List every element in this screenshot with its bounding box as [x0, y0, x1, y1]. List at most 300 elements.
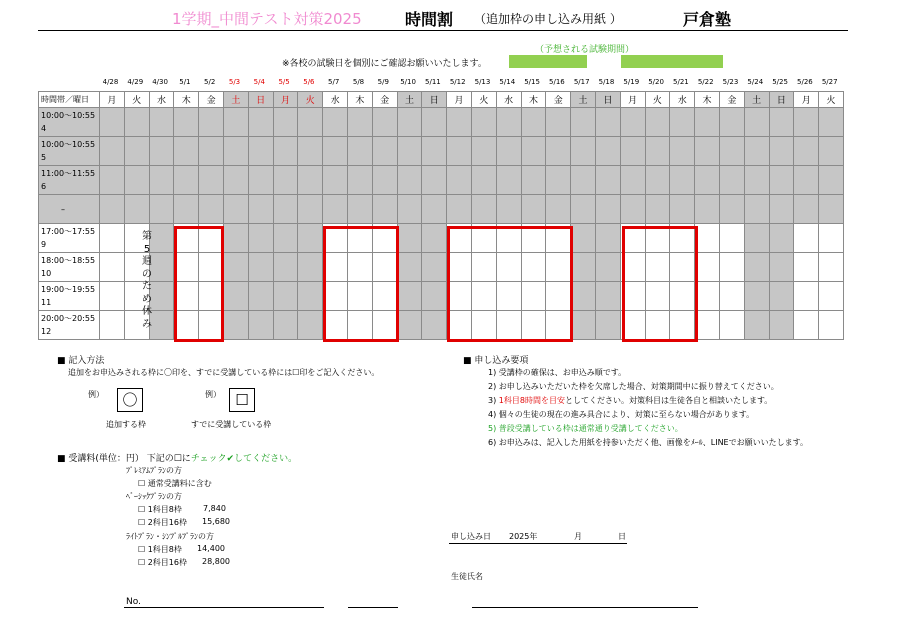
basic-option-1-price: 7,840 — [203, 504, 226, 513]
slot-cell[interactable] — [223, 224, 248, 253]
slot-cell[interactable] — [100, 224, 125, 253]
period-number: 9 — [41, 240, 47, 249]
slot-cell[interactable] — [298, 311, 323, 340]
slot-cell[interactable] — [298, 253, 323, 282]
slot-cell[interactable] — [248, 282, 273, 311]
selection-block — [622, 226, 698, 342]
date-label: 5/14 — [499, 78, 516, 86]
slot-cell[interactable] — [695, 253, 720, 282]
slot-cell[interactable] — [695, 166, 720, 195]
light-option-2[interactable]: ☐ 2科目16枠 — [138, 558, 187, 567]
slot-cell[interactable] — [595, 195, 620, 224]
slot-cell[interactable] — [372, 108, 397, 137]
date-label: 5/13 — [474, 78, 491, 86]
slot-cell[interactable] — [521, 108, 546, 137]
slot-cell[interactable] — [422, 166, 447, 195]
fees-heading — [57, 451, 297, 464]
day-header: 月 — [273, 92, 298, 108]
slot-cell[interactable] — [571, 137, 596, 166]
slot-cell[interactable] — [199, 166, 224, 195]
slot-cell[interactable] — [744, 195, 769, 224]
slot-cell[interactable] — [223, 166, 248, 195]
slot-cell[interactable] — [496, 137, 521, 166]
slot-cell[interactable] — [124, 137, 149, 166]
slot-cell[interactable] — [471, 108, 496, 137]
day-header: 火 — [645, 92, 670, 108]
slot-cell[interactable] — [273, 282, 298, 311]
slot-cell[interactable] — [571, 108, 596, 137]
requirement-1: 1) 受講枠の確保は、お申込み順です。 — [488, 368, 627, 377]
slot-cell[interactable] — [174, 108, 199, 137]
slot-cell[interactable] — [670, 195, 695, 224]
requirements-heading: ■ 申し込み要項 — [463, 356, 529, 366]
time-slot-label — [39, 166, 100, 195]
slot-cell[interactable] — [347, 195, 372, 224]
time-range: 19:00～19:55 — [41, 285, 96, 294]
slot-cell[interactable] — [695, 195, 720, 224]
slot-cell[interactable] — [100, 137, 125, 166]
slot-cell[interactable] — [124, 108, 149, 137]
timetable — [38, 91, 844, 340]
slot-cell[interactable] — [645, 137, 670, 166]
slot-cell[interactable] — [471, 195, 496, 224]
slot-cell[interactable] — [595, 311, 620, 340]
slot-cell[interactable] — [372, 195, 397, 224]
day-header: 月 — [794, 92, 819, 108]
selection-block — [174, 226, 224, 342]
slot-cell[interactable] — [794, 166, 819, 195]
slot-cell[interactable] — [347, 108, 372, 137]
slot-cell[interactable] — [546, 195, 571, 224]
slot-cell[interactable] — [447, 137, 472, 166]
example-caption-2: すでに受講している枠 — [191, 420, 272, 429]
slot-cell[interactable] — [273, 311, 298, 340]
day-header: 金 — [719, 92, 744, 108]
slot-cell[interactable] — [670, 137, 695, 166]
period-number: 6 — [41, 182, 47, 191]
slot-cell[interactable] — [794, 137, 819, 166]
title-divider — [38, 30, 848, 31]
period-number: 11 — [41, 298, 52, 307]
slot-cell[interactable] — [744, 311, 769, 340]
slot-cell[interactable] — [571, 282, 596, 311]
date-label: 5/6 — [303, 78, 315, 86]
fees-heading-text: ■ 受講料(単位：円） 下記の☐に — [57, 454, 191, 464]
slot-cell[interactable] — [347, 137, 372, 166]
slot-cell[interactable] — [819, 166, 844, 195]
slot-cell[interactable] — [744, 166, 769, 195]
time-slot-label — [39, 311, 100, 340]
date-label: 5/1 — [179, 78, 191, 86]
slot-cell[interactable] — [422, 224, 447, 253]
period-number: 10 — [41, 269, 52, 278]
slot-cell[interactable] — [571, 166, 596, 195]
slot-cell[interactable] — [819, 282, 844, 311]
slot-cell[interactable] — [199, 195, 224, 224]
day-header: 水 — [496, 92, 521, 108]
slot-cell[interactable] — [546, 166, 571, 195]
basic-plan: ﾍﾞｰｼｯｸﾌﾟﾗﾝの方 — [126, 492, 182, 501]
period-number: 4 — [41, 124, 47, 133]
slot-cell[interactable] — [521, 166, 546, 195]
day-header: 日 — [422, 92, 447, 108]
slot-cell[interactable] — [323, 166, 348, 195]
slot-cell[interactable] — [100, 195, 125, 224]
slot-cell[interactable] — [769, 224, 794, 253]
application-day[interactable]: 日 — [618, 532, 626, 541]
slot-cell[interactable] — [819, 224, 844, 253]
slot-cell[interactable] — [496, 195, 521, 224]
date-label: 5/12 — [449, 78, 466, 86]
day-header: 月 — [620, 92, 645, 108]
day-header: 水 — [670, 92, 695, 108]
slot-cell[interactable] — [323, 108, 348, 137]
slot-cell[interactable] — [595, 253, 620, 282]
day-header: 水 — [149, 92, 174, 108]
slot-cell[interactable] — [819, 311, 844, 340]
slot-cell[interactable] — [149, 137, 174, 166]
slot-cell[interactable] — [595, 224, 620, 253]
date-label: 5/11 — [425, 78, 441, 86]
slot-cell[interactable] — [595, 166, 620, 195]
day-header: 月 — [100, 92, 125, 108]
date-label: 5/5 — [278, 78, 290, 86]
slot-cell[interactable] — [719, 195, 744, 224]
slot-cell[interactable] — [397, 137, 422, 166]
slot-cell[interactable] — [744, 253, 769, 282]
slot-cell[interactable] — [397, 253, 422, 282]
slot-cell[interactable] — [397, 195, 422, 224]
slot-cell[interactable] — [546, 108, 571, 137]
time-range: 10:00～10:55 — [41, 140, 96, 149]
slot-cell[interactable] — [149, 166, 174, 195]
slot-cell[interactable] — [744, 282, 769, 311]
slot-cell[interactable] — [769, 253, 794, 282]
slot-cell[interactable] — [620, 195, 645, 224]
slot-cell[interactable] — [422, 282, 447, 311]
date-label: 5/3 — [228, 78, 241, 86]
day-header: 木 — [347, 92, 372, 108]
day-header: 日 — [248, 92, 273, 108]
slot-cell[interactable] — [397, 108, 422, 137]
slot-cell[interactable] — [422, 311, 447, 340]
light-option-1[interactable]: ☐ 1科目8枠 — [138, 545, 182, 554]
instructions-text: 追加をお申込みされる枠に〇印を、すでに受講している枠には☐印をご記入ください。 — [68, 368, 380, 377]
date-label: 4/28 — [102, 78, 119, 86]
slot-cell[interactable] — [199, 108, 224, 137]
date-label: 5/18 — [598, 78, 615, 86]
day-header: 金 — [372, 92, 397, 108]
slot-cell[interactable] — [273, 195, 298, 224]
slot-cell[interactable] — [794, 224, 819, 253]
slot-cell[interactable] — [273, 253, 298, 282]
slot-cell[interactable] — [124, 195, 149, 224]
slot-cell[interactable] — [248, 253, 273, 282]
requirement-2: 2) お申し込みいただいた枠を欠席した場合、対策期間中に振り替えてください。 — [488, 382, 779, 391]
slot-cell[interactable] — [100, 253, 125, 282]
slot-cell[interactable] — [174, 195, 199, 224]
slot-cell[interactable] — [719, 282, 744, 311]
slot-cell[interactable] — [397, 311, 422, 340]
day-header: 土 — [744, 92, 769, 108]
day-header: 木 — [174, 92, 199, 108]
day-header: 日 — [769, 92, 794, 108]
slot-cell[interactable] — [695, 282, 720, 311]
slot-cell[interactable] — [471, 137, 496, 166]
slot-cell[interactable] — [248, 224, 273, 253]
basic-option-2[interactable]: ☐ 2科目16枠 — [138, 518, 187, 527]
exam-period-label: （予想される試験期間） — [535, 45, 635, 55]
time-range: 10:00～10:55 — [41, 111, 96, 120]
slot-cell[interactable] — [595, 282, 620, 311]
date-label: 5/7 — [328, 78, 340, 86]
period-number: 12 — [41, 327, 52, 336]
corner-label: 時間帯／曜日 — [39, 92, 100, 108]
date-label: 5/10 — [400, 78, 416, 86]
day-header: 金 — [199, 92, 224, 108]
slot-cell[interactable] — [248, 311, 273, 340]
slot-cell[interactable] — [719, 137, 744, 166]
number-field[interactable] — [124, 607, 324, 608]
slot-cell[interactable] — [149, 195, 174, 224]
slot-cell[interactable] — [794, 108, 819, 137]
slot-cell[interactable] — [273, 224, 298, 253]
slot-cell[interactable] — [645, 166, 670, 195]
slot-cell[interactable] — [819, 137, 844, 166]
slot-cell[interactable] — [794, 311, 819, 340]
day-header: 火 — [819, 92, 844, 108]
slot-cell[interactable] — [124, 166, 149, 195]
slot-cell[interactable] — [174, 166, 199, 195]
slot-cell[interactable] — [769, 166, 794, 195]
slot-cell[interactable] — [670, 166, 695, 195]
slot-cell[interactable] — [347, 166, 372, 195]
slot-cell[interactable] — [100, 108, 125, 137]
time-range: 17:00～17:55 — [41, 227, 96, 236]
date-label: 5/27 — [821, 78, 838, 86]
date-label: 5/22 — [697, 78, 714, 86]
slot-cell[interactable] — [620, 108, 645, 137]
square-example: ☐ — [229, 388, 255, 412]
slot-cell[interactable] — [794, 282, 819, 311]
slot-cell[interactable] — [744, 137, 769, 166]
requirement-3-highlight: 1科目8時間を目安 — [498, 396, 565, 405]
slot-cell[interactable] — [571, 253, 596, 282]
slot-cell[interactable] — [620, 137, 645, 166]
slot-cell[interactable] — [496, 108, 521, 137]
slot-cell[interactable] — [695, 108, 720, 137]
slot-cell[interactable] — [819, 108, 844, 137]
slot-cell[interactable] — [571, 311, 596, 340]
example-label-2: 例） — [205, 390, 221, 399]
slot-cell[interactable] — [298, 166, 323, 195]
slot-cell[interactable] — [422, 253, 447, 282]
slot-cell[interactable] — [397, 224, 422, 253]
date-label: 5/26 — [797, 78, 813, 86]
slot-cell[interactable] — [397, 282, 422, 311]
grade-field[interactable] — [348, 607, 398, 608]
slot-cell[interactable] — [546, 137, 571, 166]
date-label: 5/2 — [204, 78, 216, 86]
slot-cell[interactable] — [719, 253, 744, 282]
slot-cell[interactable] — [744, 224, 769, 253]
circle-example: 〇 — [117, 388, 143, 412]
slot-cell[interactable] — [298, 224, 323, 253]
slot-cell[interactable] — [223, 253, 248, 282]
application-month[interactable]: 月 — [574, 532, 582, 541]
title-subject: 1学期_中間テスト対策2025 — [172, 10, 362, 28]
slot-cell[interactable] — [744, 108, 769, 137]
slot-cell[interactable] — [769, 311, 794, 340]
slot-cell[interactable] — [620, 166, 645, 195]
date-underline — [449, 543, 627, 544]
slot-cell[interactable] — [372, 137, 397, 166]
slot-cell[interactable] — [769, 282, 794, 311]
slot-cell[interactable] — [670, 108, 695, 137]
day-header: 木 — [695, 92, 720, 108]
date-label: 5/23 — [722, 78, 739, 86]
slot-cell[interactable] — [248, 195, 273, 224]
slot-cell[interactable] — [223, 195, 248, 224]
premium-plan: ﾌﾟﾚﾐｱﾑﾌﾟﾗﾝの方 — [126, 466, 182, 475]
slot-cell[interactable] — [645, 108, 670, 137]
slot-cell[interactable] — [719, 108, 744, 137]
slot-cell[interactable] — [695, 137, 720, 166]
day-header: 水 — [323, 92, 348, 108]
slot-cell[interactable] — [298, 282, 323, 311]
timetable-grid — [38, 91, 844, 340]
light-option-2-price: 28,800 — [202, 557, 230, 566]
period-number: 5 — [41, 153, 47, 162]
slot-cell[interactable] — [199, 137, 224, 166]
slot-cell[interactable] — [323, 137, 348, 166]
exam-date-notice: ※各校の試験日を個別にご確認お願いいたします。 — [282, 59, 487, 69]
title-timetable: 時間割 — [405, 10, 454, 29]
slot-cell[interactable] — [719, 166, 744, 195]
selection-block — [447, 226, 573, 342]
slot-cell[interactable] — [223, 311, 248, 340]
slot-cell[interactable] — [496, 166, 521, 195]
slot-cell[interactable] — [595, 137, 620, 166]
premium-option-1[interactable]: ☐ 通常受講料に含む — [138, 479, 212, 488]
slot-cell[interactable] — [819, 195, 844, 224]
date-label: 5/9 — [377, 78, 389, 86]
slot-cell[interactable] — [100, 311, 125, 340]
slot-cell[interactable] — [422, 137, 447, 166]
fees-heading-check: チェック✔してください。 — [190, 454, 298, 464]
slot-cell[interactable] — [372, 166, 397, 195]
slot-cell[interactable] — [571, 195, 596, 224]
slot-cell[interactable] — [769, 137, 794, 166]
light-plan: ﾗｲﾄﾌﾟﾗﾝ・ｼﾝﾌﾟﾙﾌﾟﾗﾝの方 — [126, 532, 214, 541]
slot-cell[interactable] — [447, 166, 472, 195]
slot-cell[interactable] — [174, 137, 199, 166]
slot-cell[interactable] — [298, 195, 323, 224]
slot-cell[interactable] — [223, 137, 248, 166]
time-range: 18:00～18:55 — [41, 256, 96, 265]
slot-cell[interactable] — [595, 108, 620, 137]
date-label: 5/24 — [747, 78, 764, 86]
slot-cell[interactable] — [447, 108, 472, 137]
day-header: 土 — [397, 92, 422, 108]
slot-cell[interactable] — [100, 166, 125, 195]
slot-cell[interactable] — [521, 195, 546, 224]
slot-cell[interactable] — [273, 108, 298, 137]
time-slot-label — [39, 137, 100, 166]
day-header: 火 — [471, 92, 496, 108]
slot-cell[interactable] — [248, 108, 273, 137]
selection-block — [323, 226, 399, 342]
slot-cell[interactable] — [323, 195, 348, 224]
time-slot-label — [39, 108, 100, 137]
slot-cell[interactable] — [273, 166, 298, 195]
slot-cell[interactable] — [298, 137, 323, 166]
slot-cell[interactable] — [223, 108, 248, 137]
slot-cell[interactable] — [695, 311, 720, 340]
requirement-3 — [488, 395, 772, 406]
slot-cell[interactable] — [100, 282, 125, 311]
application-date-label: 申し込み日 — [451, 532, 491, 541]
week-off-note: 第 5 週 の た め 休 み — [142, 231, 152, 330]
slot-cell[interactable] — [298, 108, 323, 137]
slot-cell[interactable] — [471, 166, 496, 195]
date-label: 5/20 — [648, 78, 664, 86]
slot-cell[interactable] — [794, 253, 819, 282]
day-header: 土 — [571, 92, 596, 108]
slot-cell[interactable] — [719, 224, 744, 253]
slot-cell[interactable] — [794, 195, 819, 224]
date-label: 5/17 — [573, 78, 590, 86]
example-label-1: 例） — [88, 390, 104, 399]
slot-cell[interactable] — [397, 166, 422, 195]
exam-period-highlight-1 — [509, 55, 587, 68]
basic-option-1[interactable]: ☐ 1科目8枠 — [138, 505, 182, 514]
slot-cell[interactable] — [521, 137, 546, 166]
slot-cell[interactable] — [248, 166, 273, 195]
slot-cell[interactable] — [571, 224, 596, 253]
slot-cell[interactable] — [447, 195, 472, 224]
day-header: 火 — [298, 92, 323, 108]
number-label: No. — [126, 597, 141, 607]
slot-cell[interactable] — [819, 253, 844, 282]
slot-cell[interactable] — [223, 282, 248, 311]
slot-cell[interactable] — [719, 311, 744, 340]
slot-cell[interactable] — [769, 108, 794, 137]
day-header: 月 — [447, 92, 472, 108]
requirement-3-suffix: としてください。対策科目は生徒各自と相談いたします。 — [564, 396, 773, 405]
time-range: 20:00～20:55 — [41, 314, 96, 323]
student-name-field[interactable] — [472, 607, 698, 608]
slot-cell[interactable] — [422, 108, 447, 137]
slot-cell[interactable] — [769, 195, 794, 224]
date-label: 5/8 — [352, 78, 365, 86]
requirement-4: 4) 個々の生徒の現在の進み具合により、対策に至らない場合があります。 — [488, 410, 755, 419]
slot-cell[interactable] — [645, 195, 670, 224]
time-slot-label — [39, 195, 100, 224]
time-slot-label — [39, 253, 100, 282]
date-label: 5/19 — [623, 78, 640, 86]
slot-cell[interactable] — [422, 195, 447, 224]
requirement-5: 5) 普段受講している枠は通常通り受講してください。 — [488, 424, 683, 433]
slot-cell[interactable] — [248, 137, 273, 166]
slot-cell[interactable] — [149, 108, 174, 137]
date-label: 5/4 — [253, 78, 265, 86]
light-option-1-price: 14,400 — [197, 544, 225, 553]
slot-cell[interactable] — [695, 224, 720, 253]
time-range: 11:00～11:55 — [41, 169, 96, 178]
period-number: – — [61, 204, 65, 214]
slot-cell[interactable] — [273, 137, 298, 166]
